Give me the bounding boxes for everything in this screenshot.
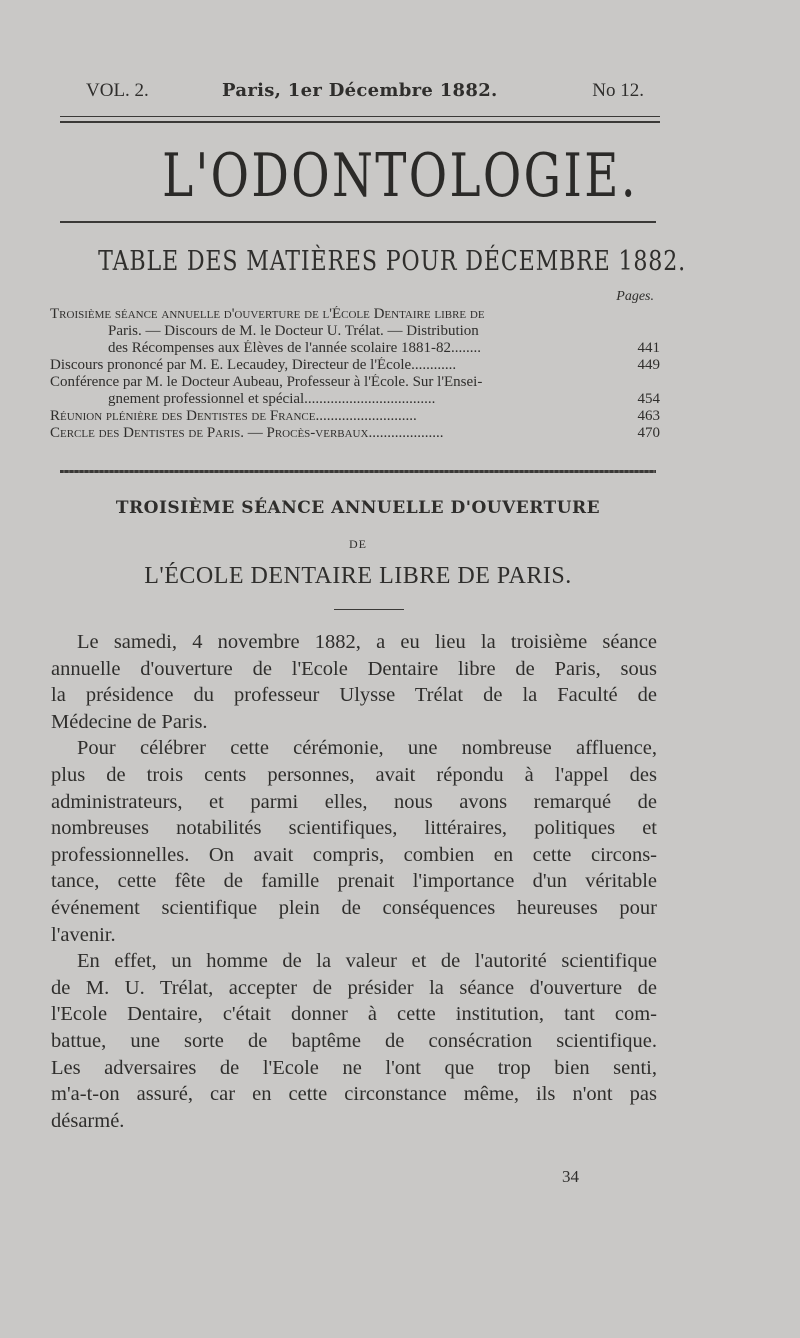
article-rule bbox=[334, 609, 404, 610]
header-rule-bottom bbox=[60, 121, 660, 123]
toc-page-number: 441 bbox=[637, 340, 660, 356]
article-subtitle: L'ÉCOLE DENTAIRE LIBRE DE PARIS. bbox=[144, 563, 572, 589]
toc-entry bbox=[50, 374, 660, 408]
body-line: m'a-t-on assuré, car en cette circonstance même, ils n'ont pas bbox=[51, 1083, 657, 1106]
toc-entry bbox=[50, 425, 660, 442]
toc-line: Réunion plénière des Dentistes de France........................... bbox=[50, 408, 417, 424]
body-line: la présidence du professeur Ulysse Trélat de la Faculté de bbox=[51, 684, 657, 707]
body-line: administrateurs, et parmi elles, nous avons remarqué de bbox=[51, 790, 657, 813]
body-line: professionnelles. On avait compris, combien en cette circons- bbox=[51, 843, 657, 866]
body-line: En effet, un homme de la valeur et de l'autorité scientifique bbox=[77, 950, 657, 973]
toc-line: Conférence par M. le Docteur Aubeau, Professeur à l'École. Sur l'Ensei- bbox=[50, 374, 483, 390]
toc-heading: TABLE DES MATIÈRES POUR DÉCEMBRE 1882. bbox=[98, 246, 686, 277]
toc-line: gnement professionnel et spécial................................... bbox=[108, 391, 436, 407]
toc-entry bbox=[50, 306, 660, 357]
body-line: événement scientifique plein de conséquences heureuses pour bbox=[51, 896, 657, 919]
body-line: nombreuses notabilités scientifiques, littéraires, politiques et bbox=[51, 817, 657, 840]
toc-line: Paris. — Discours de M. le Docteur U. Trélat. — Distribution bbox=[108, 323, 479, 339]
body-line: Médecine de Paris. bbox=[51, 710, 208, 733]
volume-label: VOL. 2. bbox=[86, 80, 149, 101]
article-body bbox=[51, 629, 657, 1134]
toc-entry bbox=[50, 408, 660, 425]
title-rule bbox=[60, 221, 656, 223]
toc-line: Troisième séance annuelle d'ouverture de l'École Dentaire libre de bbox=[50, 306, 485, 322]
issue-number: No 12. bbox=[592, 80, 644, 101]
body-line: désarmé. bbox=[51, 1109, 125, 1132]
toc-pages-label: Pages. bbox=[616, 289, 654, 304]
toc-line: Discours prononcé par M. E. Lecaudey, Directeur de l'École............ bbox=[50, 357, 457, 373]
toc-entry bbox=[50, 357, 660, 374]
body-line: battue, une sorte de baptême de consécration scientifique. bbox=[51, 1029, 657, 1052]
toc-page-number: 470 bbox=[637, 425, 660, 441]
toc-line: Cercle des Dentistes de Paris. — Procès-verbaux.................... bbox=[50, 425, 444, 441]
body-line: annuelle d'ouverture de l'Ecole Dentaire libre de Paris, sous bbox=[51, 657, 657, 680]
toc-line: des Récompenses aux Élèves de l'année scolaire 1881-82........ bbox=[108, 340, 482, 356]
issue-date: Paris, 1er Décembre 1882. bbox=[222, 80, 498, 101]
toc-divider bbox=[60, 470, 656, 473]
body-line: Le samedi, 4 novembre 1882, a eu lieu la troisième séance bbox=[77, 631, 657, 653]
body-line: tance, cette fête de famille prenait l'importance d'un véritable bbox=[51, 870, 657, 893]
body-line: de M. U. Trélat, accepter de présider la séance d'ouverture de bbox=[51, 976, 657, 999]
body-line: Les adversaires de l'Ecole ne l'ont que trop bien senti, bbox=[51, 1056, 657, 1079]
header-rule-top bbox=[60, 116, 660, 117]
toc-page-number: 449 bbox=[637, 357, 660, 373]
body-line: plus de trois cents personnes, avait répondu à l'appel des bbox=[51, 763, 657, 786]
body-line: l'avenir. bbox=[51, 923, 116, 946]
journal-title: L'ODONTOLOGIE. bbox=[162, 141, 638, 211]
article-title-connector: DE bbox=[349, 537, 367, 551]
body-line: Pour célébrer cette cérémonie, une nombreuse affluence, bbox=[77, 737, 657, 760]
table-of-contents bbox=[50, 306, 660, 442]
body-line: l'Ecole Dentaire, c'était donner à cette institution, tant com- bbox=[51, 1003, 657, 1026]
toc-page-number: 463 bbox=[637, 408, 660, 424]
article-title: TROISIÈME SÉANCE ANNUELLE D'OUVERTURE bbox=[115, 498, 601, 518]
signature-mark: 34 bbox=[562, 1167, 579, 1186]
masthead-header bbox=[86, 80, 656, 106]
toc-page-number: 454 bbox=[637, 391, 660, 407]
